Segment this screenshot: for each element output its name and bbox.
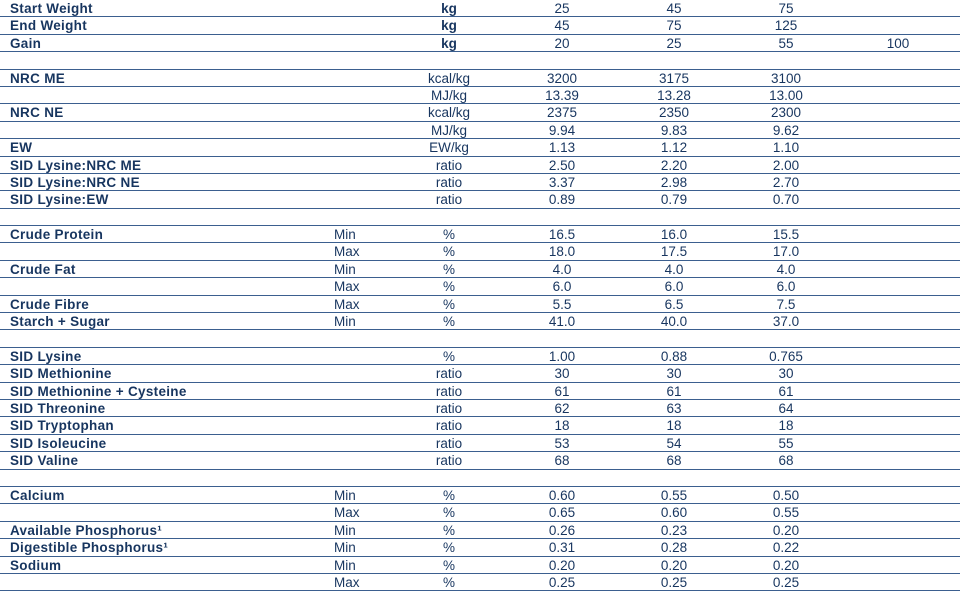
spacer-row xyxy=(0,470,960,487)
unit-label: % xyxy=(442,348,455,364)
nutrient-name: SID Methionine xyxy=(10,366,112,382)
table-row xyxy=(0,504,960,521)
unit-label: kg xyxy=(441,1,457,16)
value-45-75kg: 16.0 xyxy=(660,227,688,243)
value-75-125kg: 1.10 xyxy=(772,140,800,156)
nutrient-name: SID Valine xyxy=(10,453,79,469)
value-75-125kg: 15.5 xyxy=(772,227,800,243)
value-25-45kg: 1.13 xyxy=(548,140,576,156)
value-25-45kg: 0.20 xyxy=(548,557,576,573)
table-row xyxy=(0,487,960,504)
value-45-75kg: 18 xyxy=(666,418,682,434)
nutrient-name: SID Lysine:EW xyxy=(10,192,109,208)
value-25-45kg: 53 xyxy=(554,435,570,451)
unit-label: % xyxy=(442,487,455,503)
nutrient-name: Crude Protein xyxy=(10,227,104,243)
table-row xyxy=(0,400,960,417)
value-45-75kg: 1.12 xyxy=(660,140,688,156)
value-75-125kg: 61 xyxy=(778,383,794,399)
value-45-75kg: 0.79 xyxy=(660,192,688,208)
unit-label: % xyxy=(442,296,455,312)
unit-label: % xyxy=(442,244,455,260)
unit-label: % xyxy=(442,540,455,556)
value-45-75kg: 54 xyxy=(666,435,682,451)
table-row xyxy=(0,226,960,243)
spacer-row xyxy=(0,330,960,347)
value-45-75kg: 75 xyxy=(666,18,682,34)
value-25-45kg: 25 xyxy=(554,1,570,16)
unit-label: kg xyxy=(441,35,457,51)
value-25-45kg: 68 xyxy=(554,453,570,469)
unit-label: ratio xyxy=(435,383,463,399)
unit-label: % xyxy=(442,314,455,330)
nutrient-name: Crude Fat xyxy=(10,261,76,277)
nutrient-name: SID Threonine xyxy=(10,400,106,416)
value-25-45kg: 0.60 xyxy=(548,487,576,503)
value-75-125kg: 9.62 xyxy=(772,122,800,138)
value-75-125kg: 6.0 xyxy=(776,279,796,295)
unit-label: % xyxy=(442,505,455,521)
table-row xyxy=(0,348,960,365)
value-25-45kg: 6.0 xyxy=(552,279,572,295)
value-75-125kg: 0.50 xyxy=(772,487,800,503)
nutrient-name: SID Tryptophan xyxy=(10,418,114,434)
value-75-125kg: 0.55 xyxy=(772,505,800,521)
value-45-75kg: 30 xyxy=(666,366,682,382)
unit-label: % xyxy=(442,557,455,573)
table-row xyxy=(0,17,960,34)
unit-label: % xyxy=(442,227,455,243)
table-row xyxy=(0,557,960,574)
nutrient-name: Calcium xyxy=(10,487,65,503)
spacer-row xyxy=(0,209,960,226)
value-75-125kg: 125 xyxy=(774,18,798,34)
nutrient-name: End Weight xyxy=(10,18,87,34)
value-25-45kg: 18 xyxy=(554,418,570,434)
value-25-45kg: 0.26 xyxy=(548,522,576,538)
table-row xyxy=(0,174,960,191)
spacer-row xyxy=(0,52,960,69)
nutrient-name: Gain xyxy=(10,35,42,51)
value-75-125kg: 0.20 xyxy=(772,522,800,538)
table-row xyxy=(0,365,960,382)
value-75-125kg: 0.20 xyxy=(772,557,800,573)
value-75-125kg: 75 xyxy=(778,1,794,16)
value-25-45kg: 61 xyxy=(554,383,570,399)
value-25-45kg: 45 xyxy=(554,18,570,34)
value-75-125kg: 3100 xyxy=(770,70,802,86)
table-row xyxy=(0,383,960,400)
value-45-75kg: 0.28 xyxy=(660,540,688,556)
value-75-125kg: 0.22 xyxy=(772,540,800,556)
limit-type: Max xyxy=(334,505,360,521)
unit-label: ratio xyxy=(435,157,463,173)
nutrient-name: Digestible Phosphorus¹ xyxy=(10,540,169,556)
value-75-125kg: 13.00 xyxy=(769,87,803,103)
value-25-45kg: 3.37 xyxy=(548,174,576,190)
nutrient-name: Available Phosphorus¹ xyxy=(10,522,163,538)
nutrient-name: SID Lysine xyxy=(10,348,82,364)
limit-type: Max xyxy=(334,244,360,260)
value-45-75kg: 0.88 xyxy=(660,348,688,364)
value-45-75kg: 6.5 xyxy=(664,296,684,312)
nutrient-name: NRC NE xyxy=(10,105,64,121)
value-45-75kg: 45 xyxy=(666,1,682,16)
nutrient-name: SID Lysine:NRC NE xyxy=(10,174,140,190)
value-total: 100 xyxy=(886,35,910,51)
unit-label: % xyxy=(442,261,455,277)
value-45-75kg: 6.0 xyxy=(664,279,684,295)
value-45-75kg: 0.25 xyxy=(660,574,688,590)
unit-label: ratio xyxy=(435,400,463,416)
value-45-75kg: 13.28 xyxy=(657,87,691,103)
table-row xyxy=(0,104,960,121)
unit-label: ratio xyxy=(435,174,463,190)
table-row xyxy=(0,0,960,17)
unit-label: kcal/kg xyxy=(427,70,471,86)
nutrient-name: SID Isoleucine xyxy=(10,435,107,451)
unit-label: % xyxy=(442,279,455,295)
value-75-125kg: 2.70 xyxy=(772,174,800,190)
value-45-75kg: 68 xyxy=(666,453,682,469)
limit-type: Min xyxy=(334,261,356,277)
value-25-45kg: 16.5 xyxy=(548,227,576,243)
table-row xyxy=(0,296,960,313)
value-25-45kg: 20 xyxy=(554,35,570,51)
limit-type: Min xyxy=(334,522,356,538)
value-25-45kg: 0.25 xyxy=(548,574,576,590)
value-25-45kg: 18.0 xyxy=(548,244,576,260)
limit-type: Max xyxy=(334,296,360,312)
value-25-45kg: 2.50 xyxy=(548,157,576,173)
value-75-125kg: 0.70 xyxy=(772,192,800,208)
unit-label: EW/kg xyxy=(429,140,469,156)
value-45-75kg: 3175 xyxy=(658,70,690,86)
value-75-125kg: 7.5 xyxy=(776,296,796,312)
unit-label: MJ/kg xyxy=(430,87,467,103)
value-75-125kg: 64 xyxy=(778,400,794,416)
value-45-75kg: 0.20 xyxy=(660,557,688,573)
value-25-45kg: 13.39 xyxy=(545,87,579,103)
table-row xyxy=(0,122,960,139)
table-row xyxy=(0,574,960,591)
value-45-75kg: 0.23 xyxy=(660,522,688,538)
table-row xyxy=(0,87,960,104)
value-75-125kg: 18 xyxy=(778,418,794,434)
value-45-75kg: 40.0 xyxy=(660,314,688,330)
value-45-75kg: 63 xyxy=(666,400,682,416)
table-row xyxy=(0,70,960,87)
value-45-75kg: 2.20 xyxy=(660,157,688,173)
limit-type: Max xyxy=(334,279,360,295)
value-45-75kg: 2350 xyxy=(658,105,690,121)
value-45-75kg: 0.60 xyxy=(660,505,688,521)
nutrient-name: EW xyxy=(10,140,33,156)
value-25-45kg: 0.31 xyxy=(548,540,576,556)
unit-label: ratio xyxy=(435,418,463,434)
unit-label: kcal/kg xyxy=(427,105,471,121)
unit-label: % xyxy=(442,522,455,538)
nutrient-name: Starch + Sugar xyxy=(10,314,110,330)
unit-label: % xyxy=(442,574,455,590)
table-row xyxy=(0,35,960,52)
value-75-125kg: 55 xyxy=(778,435,794,451)
nutrient-name: SID Methionine + Cysteine xyxy=(10,383,187,399)
unit-label: ratio xyxy=(435,366,463,382)
nutrient-name: NRC ME xyxy=(10,70,66,86)
table-row xyxy=(0,191,960,208)
value-75-125kg: 68 xyxy=(778,453,794,469)
table-row xyxy=(0,435,960,452)
nutrient-name: Sodium xyxy=(10,557,62,573)
value-75-125kg: 55 xyxy=(778,35,794,51)
value-25-45kg: 3200 xyxy=(546,70,578,86)
limit-type: Min xyxy=(334,540,356,556)
table-row xyxy=(0,452,960,469)
limit-type: Min xyxy=(334,487,356,503)
value-25-45kg: 30 xyxy=(554,366,570,382)
value-75-125kg: 0.25 xyxy=(772,574,800,590)
value-45-75kg: 0.55 xyxy=(660,487,688,503)
value-75-125kg: 2.00 xyxy=(772,157,800,173)
value-25-45kg: 2375 xyxy=(546,105,578,121)
value-25-45kg: 0.65 xyxy=(548,505,576,521)
table-row xyxy=(0,243,960,260)
limit-type: Min xyxy=(334,314,356,330)
value-25-45kg: 9.94 xyxy=(548,122,576,138)
value-75-125kg: 0.765 xyxy=(769,348,803,364)
value-45-75kg: 61 xyxy=(666,383,682,399)
unit-label: ratio xyxy=(435,192,463,208)
value-75-125kg: 2300 xyxy=(770,105,802,121)
value-25-45kg: 4.0 xyxy=(552,261,572,277)
value-45-75kg: 2.98 xyxy=(660,174,688,190)
table-row xyxy=(0,522,960,539)
limit-type: Min xyxy=(334,557,356,573)
value-75-125kg: 37.0 xyxy=(772,314,800,330)
value-25-45kg: 62 xyxy=(554,400,570,416)
table-row xyxy=(0,417,960,434)
nutrient-name: SID Lysine:NRC ME xyxy=(10,157,142,173)
value-45-75kg: 9.83 xyxy=(660,122,688,138)
value-75-125kg: 17.0 xyxy=(772,244,800,260)
value-75-125kg: 4.0 xyxy=(776,261,796,277)
table-row xyxy=(0,313,960,330)
value-75-125kg: 30 xyxy=(778,366,794,382)
value-45-75kg: 4.0 xyxy=(664,261,684,277)
nutrient-name: Crude Fibre xyxy=(10,296,90,312)
value-25-45kg: 0.89 xyxy=(548,192,576,208)
value-45-75kg: 25 xyxy=(666,35,682,51)
table-row xyxy=(0,139,960,156)
value-25-45kg: 1.00 xyxy=(548,348,576,364)
table-row xyxy=(0,539,960,556)
unit-label: MJ/kg xyxy=(430,122,467,138)
value-45-75kg: 17.5 xyxy=(660,244,688,260)
table-row xyxy=(0,157,960,174)
unit-label: kg xyxy=(441,18,457,34)
unit-label: ratio xyxy=(435,435,463,451)
table-row xyxy=(0,261,960,278)
value-25-45kg: 41.0 xyxy=(548,314,576,330)
limit-type: Max xyxy=(334,574,360,590)
unit-label: ratio xyxy=(435,453,463,469)
limit-type: Min xyxy=(334,227,356,243)
table-row xyxy=(0,278,960,295)
value-25-45kg: 5.5 xyxy=(552,296,572,312)
nutrient-name: Start Weight xyxy=(10,1,93,16)
